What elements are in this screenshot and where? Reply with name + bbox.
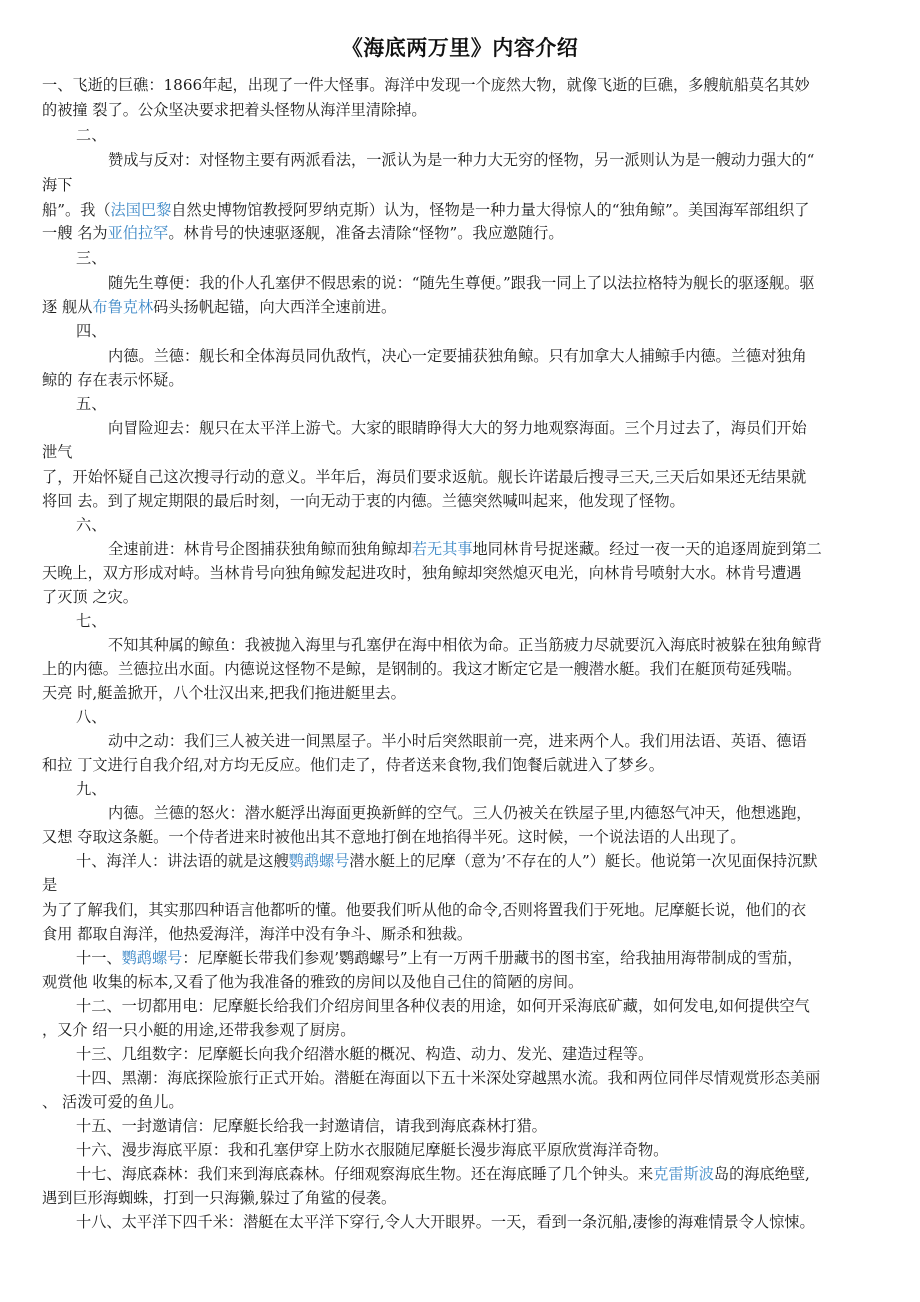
text-segment: 了，开始怀疑自己这次搜寻行动的意义。半年后，海员们要求返航。舰长许诺最后搜寻三天,三天后如果还无结果就 [42,468,807,486]
text-line [76,706,106,728]
text-segment: 十六、漫步海底平原：我和孔塞伊穿上防水衣服随尼摩艇长漫步海底平原欣赏海洋奇物。 [76,1141,669,1159]
text-line [42,682,406,704]
text-segment: 泄气 [42,443,73,461]
text-segment: 是 [42,876,58,894]
text-segment: 海下 [42,176,73,194]
text-segment: 和拉 丁文进行自我介绍,对方均无反应。他们走了，侍者送来食物,我们饱餐后就进入了梦乡。 [42,756,664,774]
text-line [76,1211,815,1233]
text-segment: 九、 [76,780,107,798]
hyperlink[interactable]: 鹦鹉螺号 [121,949,183,967]
text-line [108,417,807,439]
text-line [42,74,810,96]
text-line [42,296,396,318]
text-line [42,971,583,993]
text-segment: 地同林肯号捉迷藏。经过一夜一天的追逐周旋到第二 [472,540,822,558]
text-segment: 将回 去。到了规定期限的最后时刻，一向无动于衷的内德。兰德突然喊叫起来，他发现了怪物。 [42,492,685,510]
text-segment: 三、 [76,249,107,267]
text-line [108,634,822,656]
text-segment: 岛的海底绝壁, [713,1165,810,1183]
text-segment: 赞成与反对：对怪物主要有两派看法，一派认为是一种力大无穷的怪物，另一派则认为是一艘动力强大的“ [108,151,815,169]
text-segment: ：尼摩艇长带我们参观’鹦鹉螺号”上有一万两千册藏书的图书室，给我抽用海带制成的雪茄， [182,949,803,967]
text-segment: 食用 都取自海洋，他热爱海洋，海洋中没有争斗、厮杀和独裁。 [42,925,473,943]
text-line [108,149,814,171]
text-segment: 船”。我（ [42,201,111,219]
text-line [76,247,106,269]
text-line [42,466,806,488]
text-line [76,778,106,800]
text-line [42,923,472,945]
text-segment: 向冒险迎去：舰只在太平洋上游弋。大家的眼睛睁得大大的努力地观察海面。三个月过去了，海员们开始 [108,419,807,437]
text-line [108,345,807,367]
text-segment: 、 活泼可爱的鱼儿。 [42,1093,184,1111]
text-segment: 鲸的 存在表示怀疑。 [42,371,184,389]
text-line [42,222,564,244]
text-line [76,850,818,872]
hyperlink[interactable]: 法国巴黎 [110,201,172,219]
text-segment: 动中之动：我们三人被关进一间黑屋子。半小时后突然眼前一亮，进来两个人。我们用法语、英语、德语 [108,732,807,750]
text-segment: 观赏他 收集的标本,又看了他为我准备的雅致的房间以及他自己住的简陋的房间。 [42,973,584,991]
text-segment: 了灭顶 之灾。 [42,588,138,606]
text-segment: 二、 [76,126,107,144]
text-line [76,320,106,342]
text-segment: 自然史博物馆教授阿罗纳克斯）认为，怪物是一种力量大得惊人的“独角鲸”。美国海军部组织了 [171,201,810,219]
text-line [108,538,822,560]
text-segment: 的被撞 裂了。公众坚决要求把着头怪物从海洋里清除掉。 [42,101,427,119]
text-line [42,174,72,196]
text-segment: 十八、太平洋下四千米：潜艇在太平洋下穿行,令人大开眼界。一天，看到一条沉船,凄惨的海难情景令人惊悚。 [76,1213,815,1231]
text-line [76,1163,810,1185]
text-segment: 潜水艇上的尼摩（意为’不存在的人”）艇长。他说第一次见面保持沉默 [349,852,818,870]
hyperlink[interactable]: 亚伯拉罕 [107,224,169,242]
text-segment: 八、 [76,708,107,726]
text-line [42,490,685,512]
text-line [76,124,106,146]
text-line [76,514,106,536]
text-line [76,947,802,969]
text-line [108,272,815,294]
text-segment: 六、 [76,516,107,534]
hyperlink[interactable]: 鹦鹉螺号 [288,852,350,870]
text-segment: 随先生尊便：我的仆人孔塞伊不假思索的说：“随先生尊便。”跟我一同上了以法拉格特为舰长的驱逐舰。驱 [108,274,815,292]
text-line [42,1019,355,1041]
document-title: 《海底两万里》内容介绍 [341,36,579,60]
text-segment: 码头扬帆起锚，向大西洋全速前进。 [153,298,397,316]
text-segment: 五、 [76,395,107,413]
text-segment: 不知其种属的鲸鱼：我被抛入海里与孔塞伊在海中相依为命。正当筋疲力尽就要沉入海底时被躲在独角鲸背 [108,636,822,654]
text-line [42,826,745,848]
text-line [42,1187,396,1209]
text-line [42,754,664,776]
text-segment: 天亮 时,艇盖掀开，八个壮汉出来,把我们拖进艇里去。 [42,684,406,702]
text-line [76,393,106,415]
text-segment: 内德。兰德的怒火：潜水艇浮出海面更换新鲜的空气。三人仍被关在铁屋子里,内德怒气冲天，他想逃跑， [108,804,812,822]
text-line [76,1115,547,1137]
text-line [42,199,809,221]
text-line [42,586,138,608]
text-line [76,1139,668,1161]
text-line [42,441,72,463]
hyperlink[interactable]: 克雷斯波 [653,1165,714,1183]
text-line [42,99,427,121]
text-segment: 天晚上，双方形成对峙。当林肯号向独角鲸发起进攻时，独角鲸却突然熄灭电光，向林肯号喷射大水。林肯号遭遇 [42,564,802,582]
text-segment: 七、 [76,612,107,630]
text-line [42,899,806,921]
text-segment: 十三、几组数字：尼摩艇长向我介绍潜水艇的概况、构造、动力、发光、建造过程等。 [76,1045,654,1063]
text-segment: ，又介 绍一只小艇的用途,还带我参观了厨房。 [42,1021,356,1039]
text-line [42,369,184,391]
text-line [42,874,57,896]
text-segment: 。林肯号的快速驱逐舰，准备去清除“怪物”。我应邀随行。 [168,224,564,242]
text-line [42,562,801,584]
text-segment: 十七、海底森林：我们来到海底森林。仔细观察海底生物。还在海底睡了几个钟头。来 [76,1165,654,1183]
text-segment: 十四、黑潮：海底探险旅行正式开始。潜艇在海面以下五十米深处穿越黑水流。我和两位同伴尽情观赏形态美丽 [76,1069,821,1087]
text-line [76,995,810,1017]
text-segment: 十、海洋人：讲法语的就是这艘 [76,852,289,870]
hyperlink[interactable]: 若无其事 [411,540,473,558]
text-segment: 一艘 名为 [42,224,108,242]
text-segment: 遇到巨形海蜘蛛，打到一只海獭,躲过了角鲨的侵袭。 [42,1189,397,1207]
text-segment: 为了了解我们，其实那四种语言他都听的懂。他要我们听从他的命令,否则将置我们于死地。尼摩艇长说，他们的衣 [42,901,807,919]
text-segment: 十五、一封邀请信：尼摩艇长给我一封邀请信，请我到海底森林打猎。 [76,1117,547,1135]
text-line [76,1067,820,1089]
text-line [108,730,807,752]
text-line [76,610,106,632]
text-segment: 上的内德。兰德拉出水面。内德说这怪物不是鲸，是钢制的。我这才断定它是一艘潜水艇。我们在艇顶苟延残喘。 [42,660,802,678]
text-segment: 四、 [76,322,107,340]
text-segment: 一、飞逝的巨礁：1866年起，出现了一件大怪事。海洋中发现一个庞然大物，就像飞逝的巨礁，多艘航船莫名其妙 [42,76,810,94]
text-segment: 十一、 [76,949,122,967]
text-segment: 逐 舰从 [42,298,93,316]
text-segment: 内德。兰德：舰长和全体海员同仇敌忾，决心一定要捕获独角鲸。只有加拿大人捕鲸手内德。兰德对独角 [108,347,807,365]
text-line [76,1043,653,1065]
text-segment: 又想 夺取这条艇。一个侍者进来时被他出其不意地打倒在地掐得半死。这时候，一个说法语的人出现了。 [42,828,746,846]
hyperlink[interactable]: 布鲁克林 [92,298,154,316]
text-line [42,658,801,680]
text-line [108,802,811,824]
text-segment: 十二、一切都用电：尼摩艇长给我们介绍房间里各种仪表的用途，如何开采海底矿藏，如何发电,如何提供空气 [76,997,810,1015]
text-segment: 全速前进：林肯号企图捕获独角鲸而独角鲸却 [108,540,412,558]
text-line [42,1091,184,1113]
